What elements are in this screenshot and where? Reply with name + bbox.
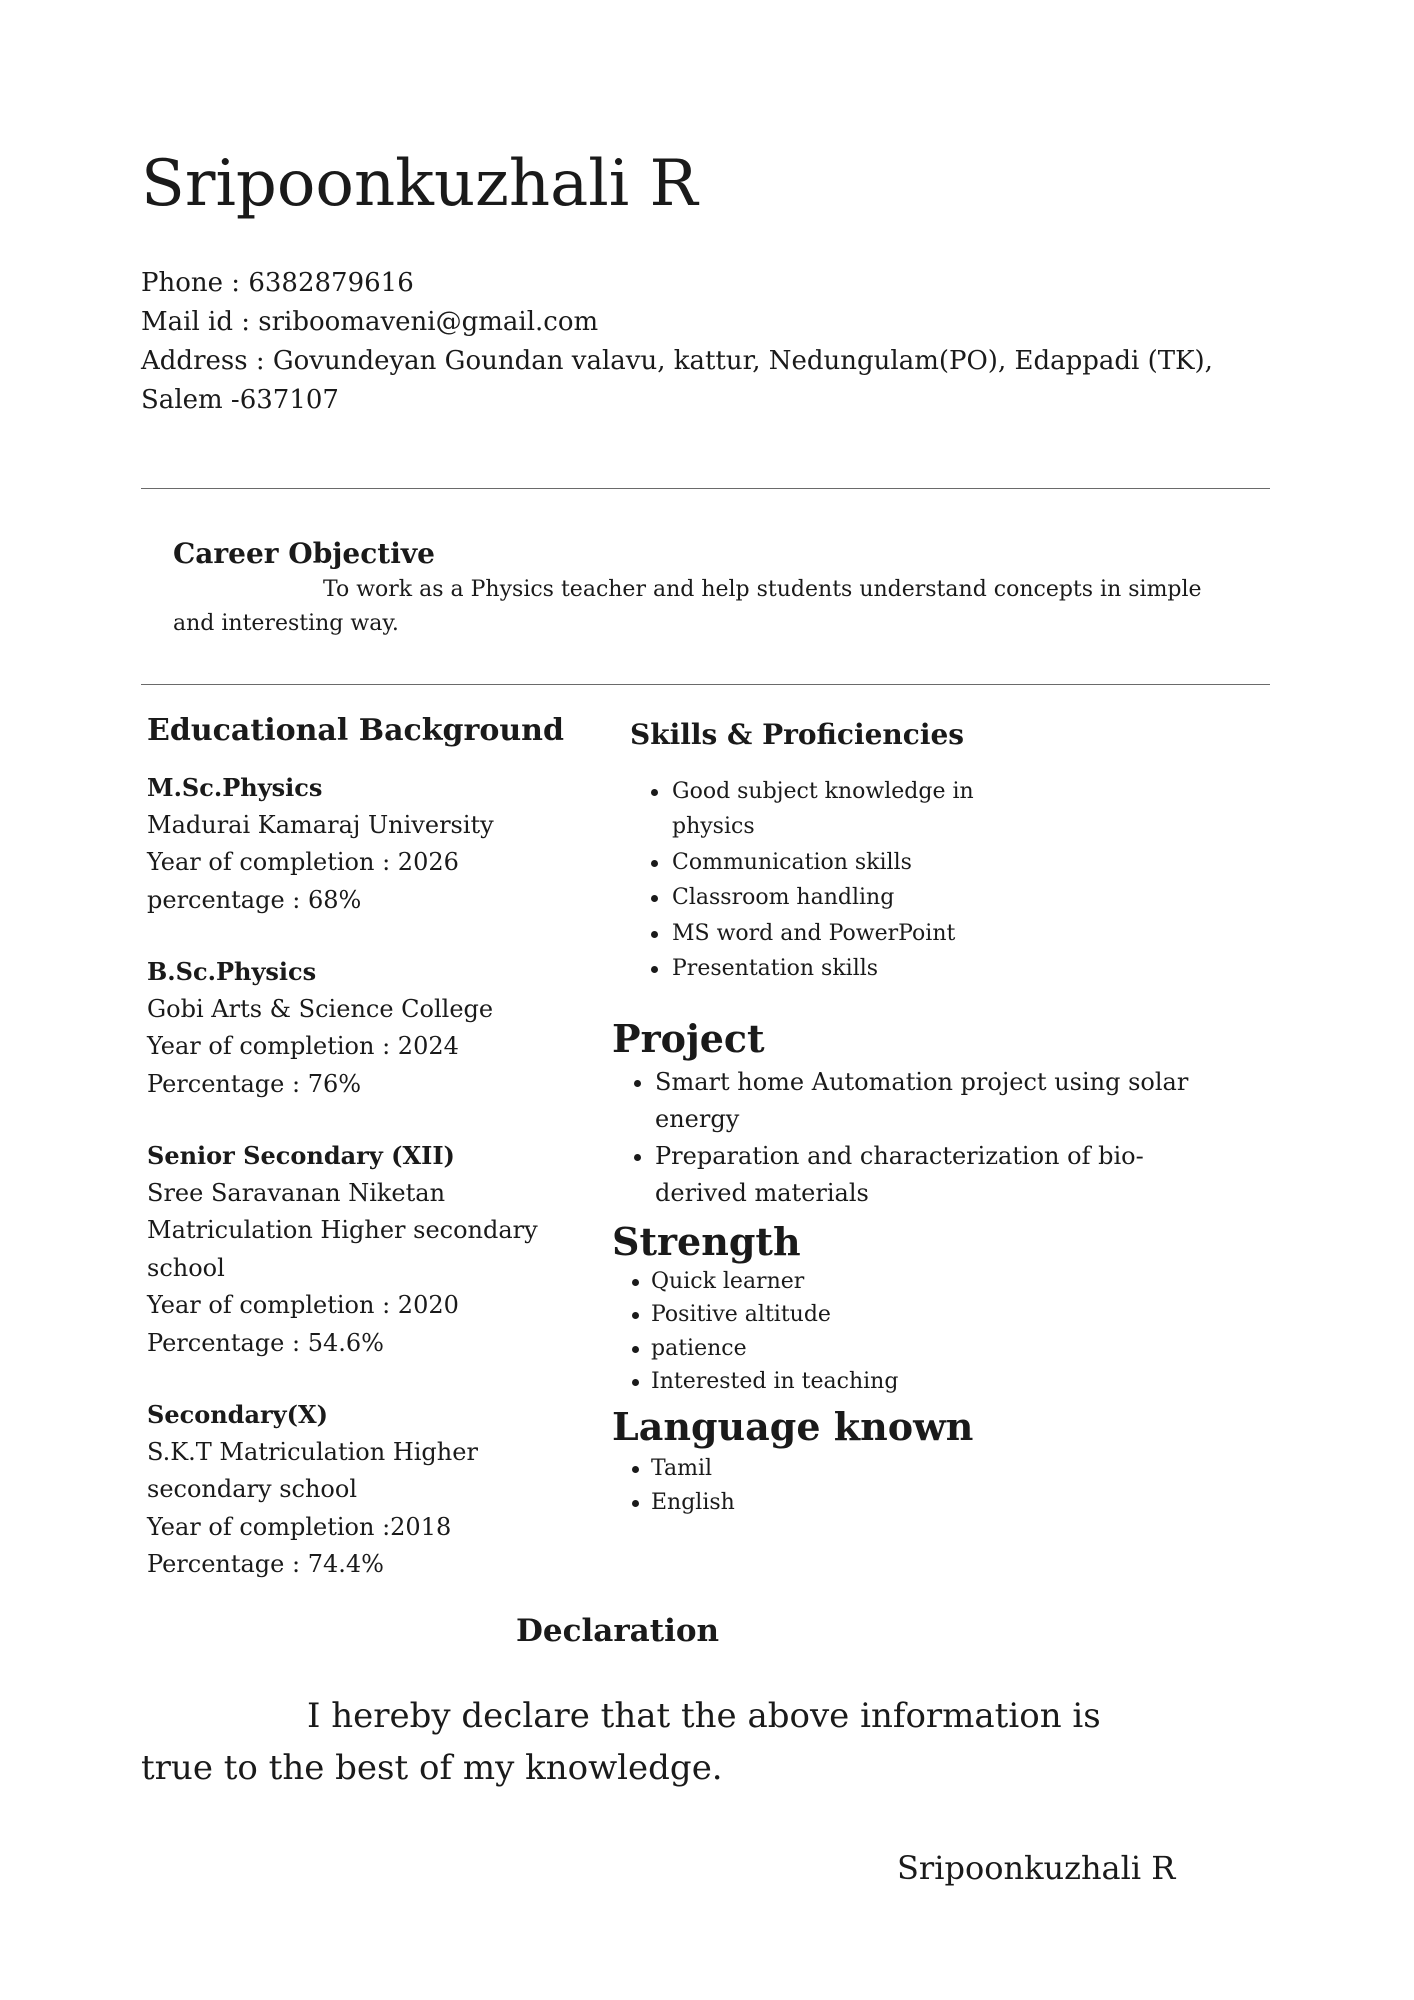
skills-list [630, 774, 992, 987]
education-entry [147, 1137, 567, 1362]
education-line: Year of completion : 2026 [147, 848, 459, 876]
project-item: Preparation and characterization of bio- derived materials [655, 1138, 1232, 1212]
skill-item: Presentation skills [672, 951, 992, 987]
top-divider [141, 488, 1270, 489]
strength-item: patience [651, 1332, 1012, 1366]
language-item: English [651, 1486, 1012, 1520]
education-line: Percentage : 54.6% [147, 1328, 384, 1357]
education-entry [147, 769, 567, 919]
mail-line: Mail id : sriboomaveni@gmail.com [141, 307, 599, 337]
project-section [612, 1018, 1232, 1212]
skill-item: Good subject knowledge in physics [672, 774, 992, 845]
strength-item: Positive altitude [651, 1298, 1012, 1332]
project-list [612, 1064, 1232, 1212]
project-heading: Project [612, 1016, 765, 1061]
skill-item: Communication skills [672, 845, 992, 881]
declaration-text: I hereby declare that the above information is true to the best of my knowledge. [141, 1696, 1101, 1788]
education-entry [147, 953, 567, 1103]
strength-list [612, 1265, 1012, 1399]
education-section [147, 713, 567, 1584]
candidate-name: Sripoonkuzhali R [141, 147, 698, 221]
skill-item: MS word and PowerPoint [672, 916, 992, 952]
project-item: Smart home Automation project using solar energy [655, 1064, 1232, 1138]
address-line-2: Salem -637107 [141, 385, 339, 415]
degree-title: Secondary(X) [147, 1400, 328, 1429]
contact-block [141, 264, 1213, 420]
career-objective-text: To work as a Physics teacher and help students understand concepts in simple and interesting way. [173, 576, 1202, 636]
degree-title: Senior Secondary (XII) [147, 1141, 455, 1170]
education-line: Madurai Kamaraj University [147, 810, 494, 839]
degree-title: B.Sc.Physics [147, 957, 317, 986]
declaration-heading: Declaration [516, 1613, 720, 1649]
skill-item: Classroom handling [672, 880, 992, 916]
strength-section [612, 1221, 1012, 1399]
address-line-1: Address : Govundeyan Goundan valavu, kattur, Nedungulam(PO), Edappadi (TK), [141, 346, 1213, 376]
middle-divider [141, 684, 1270, 685]
education-line: S.K.T Matriculation Higher secondary school [147, 1437, 478, 1503]
strength-heading: Strength [612, 1219, 801, 1264]
education-heading: Educational Background [147, 713, 564, 748]
career-objective-heading: Career Objective [173, 537, 435, 570]
signature-name: Sripoonkuzhali R [897, 1849, 1176, 1887]
education-line: Year of completion : 2024 [147, 1032, 459, 1060]
language-item: Tamil [651, 1452, 1012, 1486]
education-line: Year of completion : 2020 [147, 1291, 459, 1319]
skills-heading: Skills & Proficiencies [630, 718, 965, 751]
languages-list [612, 1452, 1012, 1520]
strength-item: Interested in teaching [651, 1365, 1012, 1399]
languages-heading: Language known [612, 1404, 974, 1449]
education-line: Sree Saravanan Niketan Matriculation Higher secondary school [147, 1178, 538, 1282]
education-line: Percentage : 74.4% [147, 1550, 384, 1578]
education-line: Year of completion :2018 [147, 1512, 452, 1541]
strength-item: Quick learner [651, 1265, 1012, 1299]
languages-section [612, 1406, 1012, 1520]
education-line: Gobi Arts & Science College [147, 994, 494, 1023]
career-objective-section [173, 537, 1203, 641]
skills-section [630, 718, 1110, 987]
education-line: Percentage : 76% [147, 1069, 362, 1098]
phone-line: Phone : 6382879616 [141, 268, 414, 298]
education-entry [147, 1396, 567, 1584]
degree-title: M.Sc.Physics [147, 773, 323, 802]
education-line: percentage : 68% [147, 885, 362, 914]
